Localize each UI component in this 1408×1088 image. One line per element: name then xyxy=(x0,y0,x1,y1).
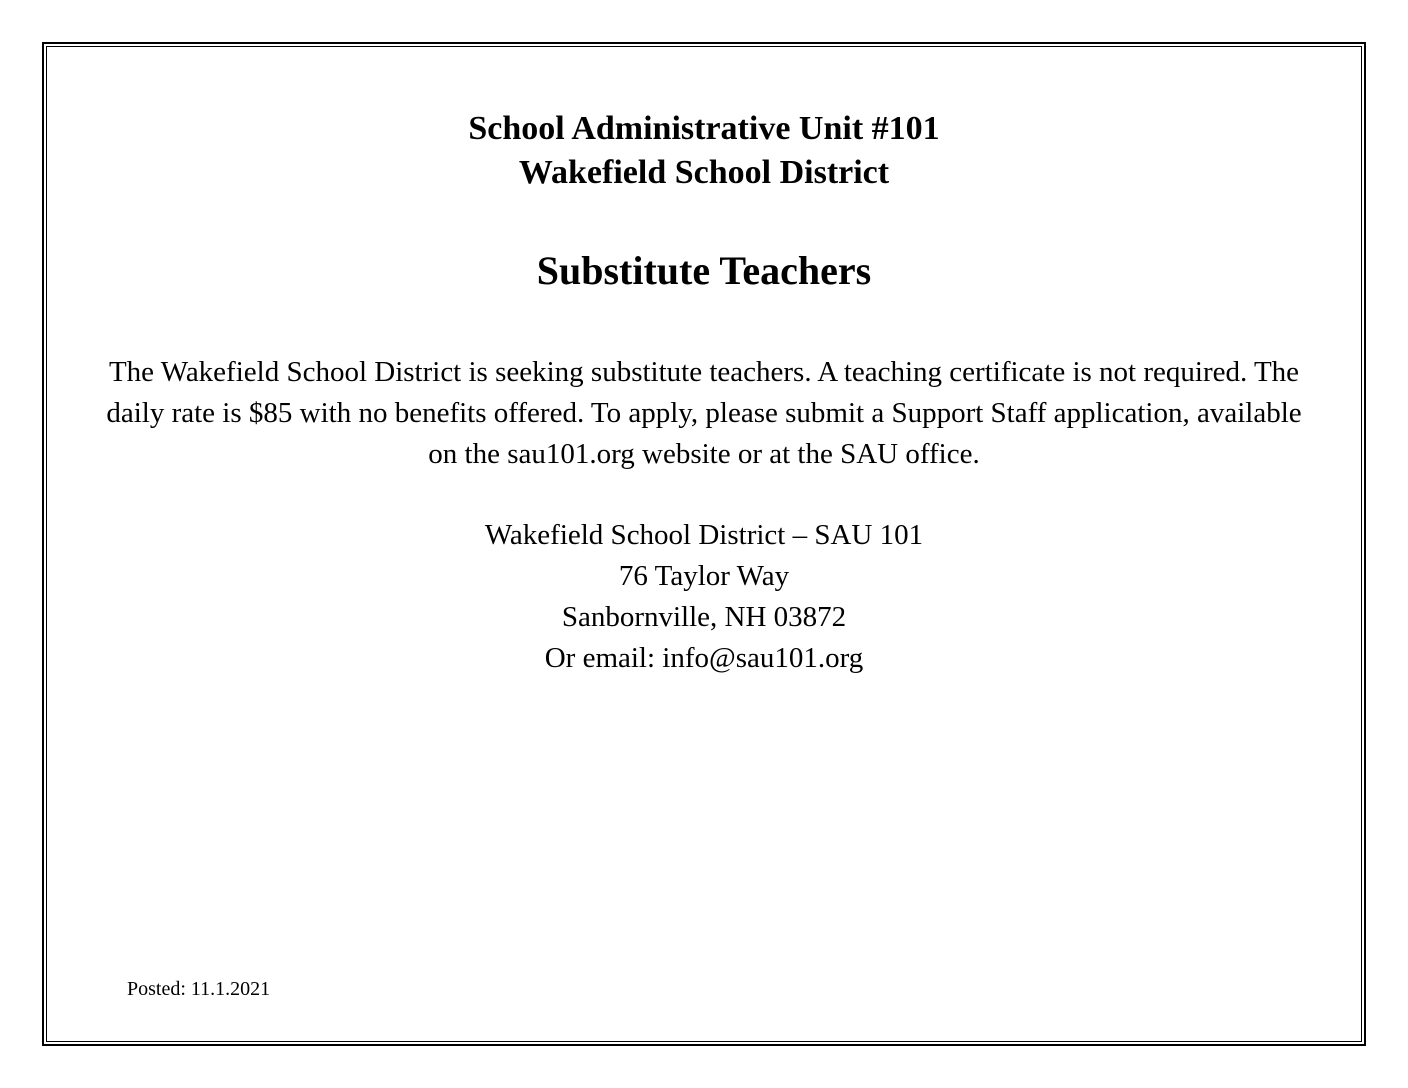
contact-address xyxy=(0,515,1408,679)
header-district: Wakefield School District xyxy=(518,154,890,191)
document-header xyxy=(0,107,1408,195)
address-org: Wakefield School District – SAU 101 xyxy=(484,519,924,551)
address-email: Or email: info@sau101.org xyxy=(544,642,864,674)
page-title: Substitute Teachers xyxy=(536,248,872,293)
address-street: 76 Taylor Way xyxy=(618,560,790,592)
posted-date: Posted: 11.1.2021 xyxy=(127,978,271,1000)
header-organization: School Administrative Unit #101 xyxy=(468,110,940,147)
job-description: The Wakefield School District is seeking substitute teachers. A teaching certificate is not required. The daily rate is $85 with no benefits offered. To apply, please submit a Support Staff application, available on the sau101.org website or at the SAU office. xyxy=(106,356,1302,470)
address-city: Sanbornville, NH 03872 xyxy=(561,601,847,633)
